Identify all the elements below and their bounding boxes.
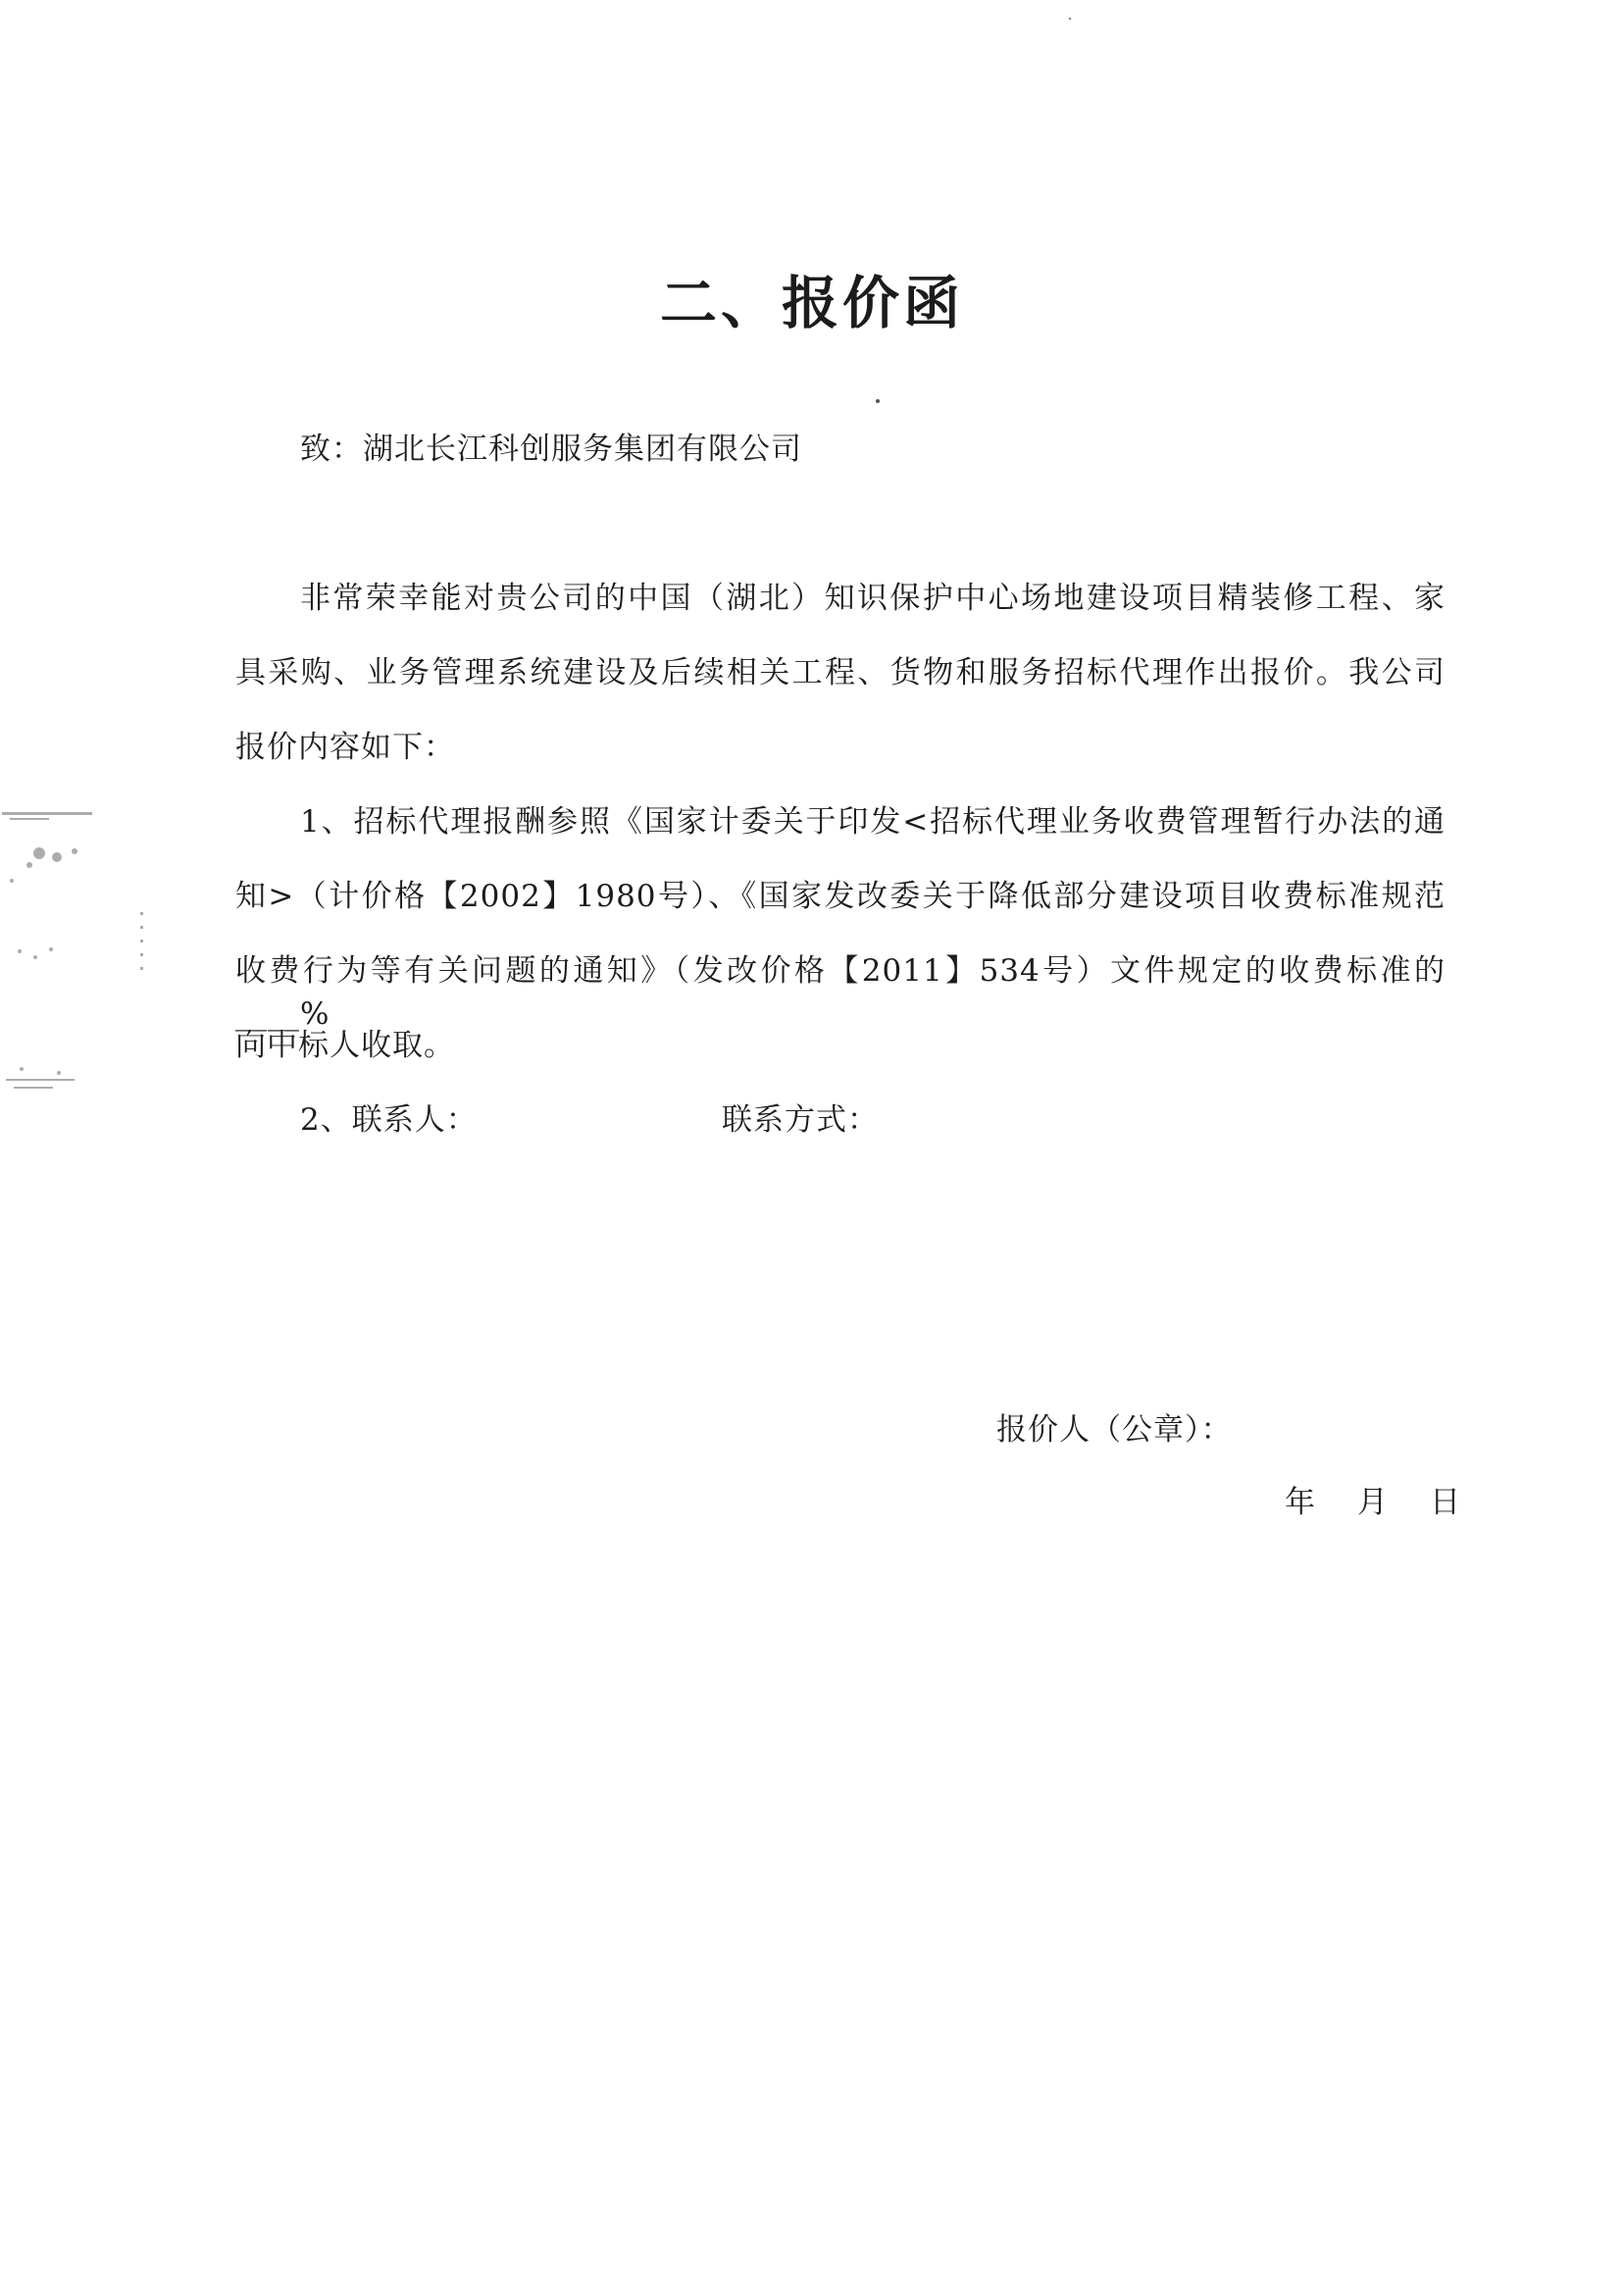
addressee: 致：湖北长江科创服务集团有限公司 [300,432,802,467]
intro-line-2: 具采购、业务管理系统建设及后续相关工程、货物和服务招标代理作出报价。我公司 [235,655,1446,690]
intro-line-3: 报价内容如下： [235,730,455,765]
contact-person-label: 2、联系人： [300,1102,478,1138]
scan-speck [876,399,880,403]
seal-remnant-graphic [0,794,147,1128]
contact-method-label: 联系方式： [722,1102,879,1138]
date-label: 年 月 日 [1285,1485,1466,1520]
item1-line-2: 知>（计价格【2002】1980号）、《国家发改委关于降低部分建设项目收费标准规范 [235,879,1446,914]
intro-line-1: 非常荣幸能对贵公司的中国（湖北）知识保护中心场地建设项目精装修工程、家 [300,581,1446,616]
seal-remnant [0,794,147,1128]
item1-line-3: 收费行为等有关问题的通知》（发改价格【2011】534号）文件规定的收费标准的____% [235,953,1446,1032]
page-title: 二、报价函 [659,270,964,336]
item1-line-1: 1、招标代理报酬参照《国家计委关于印发<招标代理业务收费管理暂行办法的通 [300,804,1446,840]
quoter-seal-label: 报价人（公章）： [996,1412,1233,1448]
item1-line-4: 向中标人收取。 [235,1028,455,1063]
scan-speck [1069,18,1071,20]
